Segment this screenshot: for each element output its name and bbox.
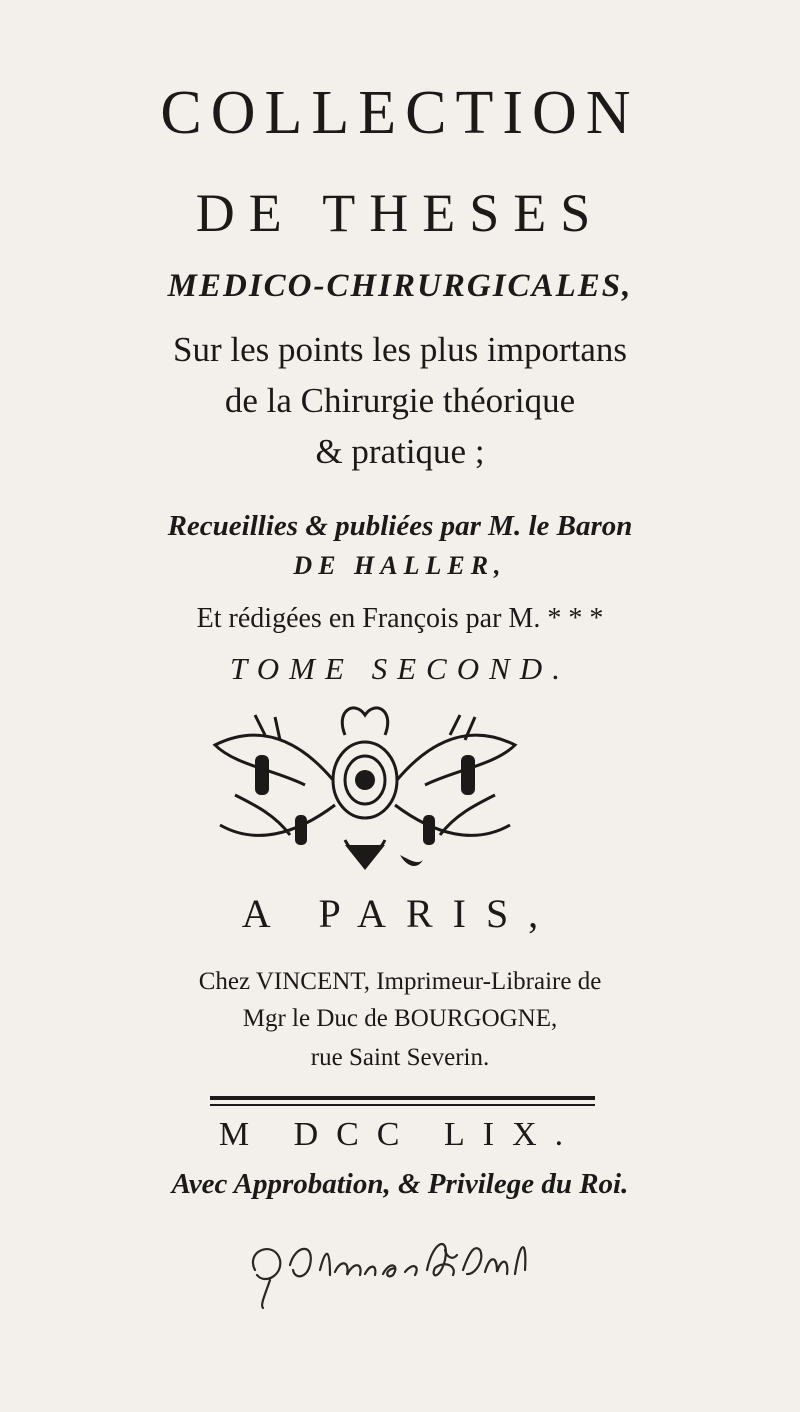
fleuron-icon	[195, 695, 535, 880]
imprint-line-2: Mgr le Duc de BOURGOGNE,	[242, 1005, 558, 1032]
volume-line: TOME SECOND.	[230, 651, 570, 686]
subtitle-line-3: & pratique ;	[315, 432, 485, 471]
editor-line-1: Recueillies & publiées par M. le Baron	[167, 510, 633, 542]
divider-thin	[210, 1104, 595, 1106]
divider-thick	[210, 1096, 595, 1100]
privilege-line: Avec Approbation, & Privilege du Roi.	[171, 1168, 629, 1200]
imprint-line-3: rue Saint Severin.	[310, 1044, 490, 1071]
imprint-city: A PARIS,	[241, 891, 559, 936]
subtitle-line-2: de la Chirurgie théorique	[224, 381, 576, 420]
subtitle-line-1: Sur les points les plus importans	[172, 330, 628, 369]
translator-line: Et rédigées en François par M. * * *	[196, 603, 604, 634]
publication-date: M DCC LIX.	[218, 1116, 582, 1153]
editor-line-2: DE HALLER,	[293, 551, 507, 580]
handwritten-signature-icon	[235, 1230, 575, 1310]
title-line-theses: DE THESES	[195, 183, 605, 243]
imprint-line-1: Chez VINCENT, Imprimeur-Libraire de	[198, 968, 602, 995]
title-line-collection: COLLECTION	[160, 79, 640, 147]
title-line-medico: MEDICO-CHIRURGICALES,	[167, 268, 633, 304]
